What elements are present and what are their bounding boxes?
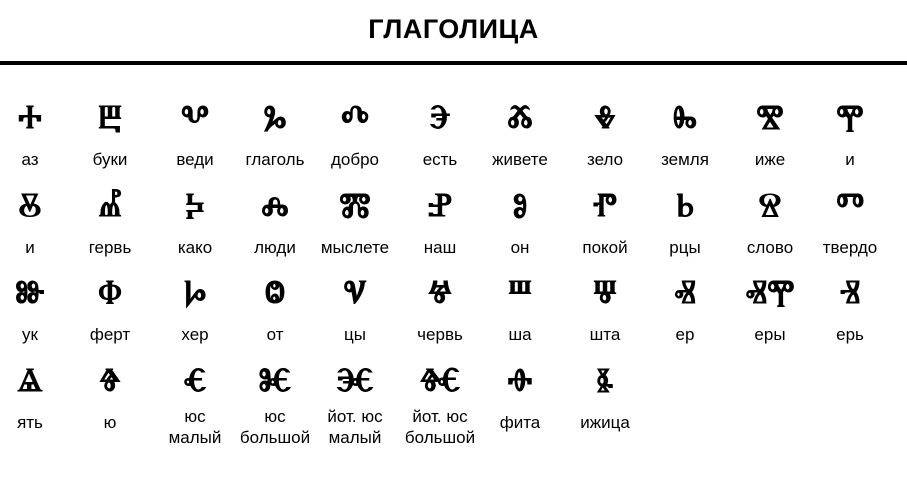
- letter-name: аз: [21, 150, 39, 169]
- letter-name: шта: [589, 325, 621, 344]
- glagolitic-glyph: Ⱂ: [592, 185, 618, 224]
- letter-name: ять: [17, 413, 43, 432]
- letter-cell: [395, 272, 485, 372]
- letter-cell: [560, 360, 650, 460]
- glagolitic-glyph: Ⱉ: [264, 272, 286, 311]
- letter-name: фита: [499, 413, 541, 432]
- letter-name: добро: [330, 150, 380, 169]
- glagolitic-glyph: Ⱘ: [258, 360, 292, 399]
- letter-name: и: [845, 150, 855, 169]
- letter-name: земля: [661, 150, 709, 169]
- letter-cell: [310, 272, 400, 372]
- letter-cell: [640, 272, 730, 372]
- letter-name: слово: [746, 238, 794, 257]
- letter-name: како: [177, 238, 213, 257]
- letter-cell: [560, 272, 650, 372]
- letter-cell: [230, 97, 320, 197]
- letter-name: живете: [492, 150, 548, 169]
- glagolitic-glyph: Ⰾ: [261, 185, 289, 224]
- glagolitic-glyph: Ⱑ: [17, 360, 43, 399]
- letter-name: ук: [22, 325, 38, 344]
- letter-cell: [150, 272, 240, 372]
- letter-cell: [475, 272, 565, 372]
- letter-name: буки: [92, 150, 128, 169]
- letter-cell: [310, 360, 400, 460]
- letter-name: покой: [582, 238, 628, 257]
- letter-cell: [725, 97, 815, 197]
- glagolitic-glyph: Ⱏ: [674, 272, 696, 311]
- title-divider: [0, 61, 907, 65]
- letter-cell: [230, 185, 320, 285]
- page-title: ГЛАГОЛИЦА: [368, 14, 539, 44]
- glagolitic-glyph: Ⱗ: [336, 360, 374, 399]
- letter-cell: [395, 360, 485, 460]
- glagolitic-glyph: Ⰹ: [836, 97, 864, 136]
- glagolitic-glyph: Ⰼ: [98, 185, 122, 224]
- letter-name: червь: [417, 325, 463, 344]
- letter-cell: [150, 97, 240, 197]
- letter-name: еры: [754, 325, 786, 344]
- glagolitic-glyph: Ⱎ: [507, 272, 533, 311]
- letter-name: ша: [508, 325, 532, 344]
- letter-cell: [65, 360, 155, 460]
- letter-name: твердо: [822, 238, 878, 257]
- letter-cell: [725, 272, 815, 372]
- glagolitic-glyph: Ⱖ: [99, 360, 121, 399]
- letter-cell: [475, 360, 565, 460]
- glagolitic-glyph: Ⰲ: [180, 97, 210, 136]
- glagolitic-glyph: Ⰵ: [429, 97, 451, 136]
- letter-cell: [230, 360, 320, 460]
- glagolitic-glyph: Ⰸ: [672, 97, 698, 136]
- letter-name: ижица: [580, 413, 630, 432]
- letter-cell: [65, 185, 155, 285]
- letter-cell: [0, 272, 75, 372]
- letter-cell: [150, 185, 240, 285]
- glagolitic-glyph: Ⰰ: [18, 97, 42, 136]
- letter-cell: [560, 97, 650, 197]
- letter-name: йот. юс большой: [404, 407, 476, 447]
- letter-name: ю: [103, 413, 117, 432]
- letter-name: зело: [586, 150, 624, 169]
- glagolitic-glyph: Ⱛ: [596, 360, 614, 399]
- letter-name: иже: [754, 150, 786, 169]
- glagolitic-glyph: Ⰻ: [18, 185, 42, 224]
- letter-cell: [310, 185, 400, 285]
- letter-name: веди: [176, 150, 214, 169]
- letter-name: гервь: [88, 238, 132, 257]
- glagolitic-glyph: Ⱔ: [183, 360, 207, 399]
- glagolitic-glyph: Ⱅ: [836, 185, 864, 224]
- glagolitic-glyph: Ⱍ: [427, 272, 453, 311]
- letter-cell: [150, 360, 240, 460]
- letter-name: он: [510, 238, 530, 257]
- letter-name: глаголь: [245, 150, 305, 169]
- glagolitic-glyph: Ⰺ: [756, 97, 784, 136]
- letter-cell: [475, 97, 565, 197]
- letter-name: есть: [422, 150, 458, 169]
- letter-cell: [805, 272, 895, 372]
- letter-name: от: [266, 325, 284, 344]
- glagolitic-glyph: Ⱄ: [758, 185, 782, 224]
- letter-cell: [65, 97, 155, 197]
- glagolitic-glyph: Ⱚ: [507, 360, 533, 399]
- letter-name: цы: [344, 325, 366, 344]
- letter-name: юс большой: [239, 407, 311, 447]
- letter-cell: [395, 97, 485, 197]
- glagolitic-glyph: ⰟⰉ: [745, 272, 795, 311]
- letter-cell: [805, 185, 895, 285]
- glagolitic-glyph: Ⰴ: [340, 97, 370, 136]
- glagolitic-glyph: Ⰳ: [263, 97, 287, 136]
- glagolitic-glyph: Ⱋ: [592, 272, 618, 311]
- letter-name: мыслете: [320, 238, 390, 257]
- letter-cell: [65, 272, 155, 372]
- letter-name: люди: [254, 238, 296, 257]
- letter-cell: [0, 97, 75, 197]
- letter-cell: [640, 185, 730, 285]
- glagolitic-glyph: Ⱐ: [839, 272, 861, 311]
- glagolitic-glyph: Ⱌ: [343, 272, 367, 311]
- letter-cell: [725, 185, 815, 285]
- glagolitic-glyph: Ⱆ: [15, 272, 45, 311]
- glagolitic-glyph: Ⱁ: [512, 185, 528, 224]
- letter-cell: [640, 97, 730, 197]
- glagolitic-glyph: Ⰽ: [185, 185, 205, 224]
- letter-cell: [395, 185, 485, 285]
- glagolitic-glyph: Ⰷ: [594, 97, 616, 136]
- glagolitic-glyph: Ⰱ: [97, 97, 123, 136]
- letter-cell: [0, 185, 75, 285]
- glagolitic-glyph: Ⱀ: [427, 185, 453, 224]
- glagolitic-glyph: Ⰿ: [339, 185, 371, 224]
- letter-name: ер: [675, 325, 695, 344]
- letter-name: рцы: [669, 238, 701, 257]
- letter-name: юс малый: [168, 407, 222, 447]
- letter-name: йот. юс малый: [327, 407, 383, 447]
- letter-cell: [475, 185, 565, 285]
- glagolitic-glyph: Ⱙ: [419, 360, 461, 399]
- letter-cell: [230, 272, 320, 372]
- letter-name: ерь: [836, 325, 864, 344]
- letter-name: ферт: [89, 325, 131, 344]
- letter-cell: [0, 360, 75, 460]
- letter-cell: [310, 97, 400, 197]
- letter-name: и: [25, 238, 35, 257]
- glagolitic-glyph: Ⱈ: [183, 272, 207, 311]
- letter-cell: [560, 185, 650, 285]
- letter-name: наш: [423, 238, 457, 257]
- glagolitic-glyph: Ⱃ: [676, 185, 694, 224]
- letter-name: хер: [181, 325, 209, 344]
- letter-cell: [805, 97, 895, 197]
- glagolitic-glyph: Ⰶ: [507, 97, 533, 136]
- glagolitic-glyph: Ⱇ: [98, 272, 122, 311]
